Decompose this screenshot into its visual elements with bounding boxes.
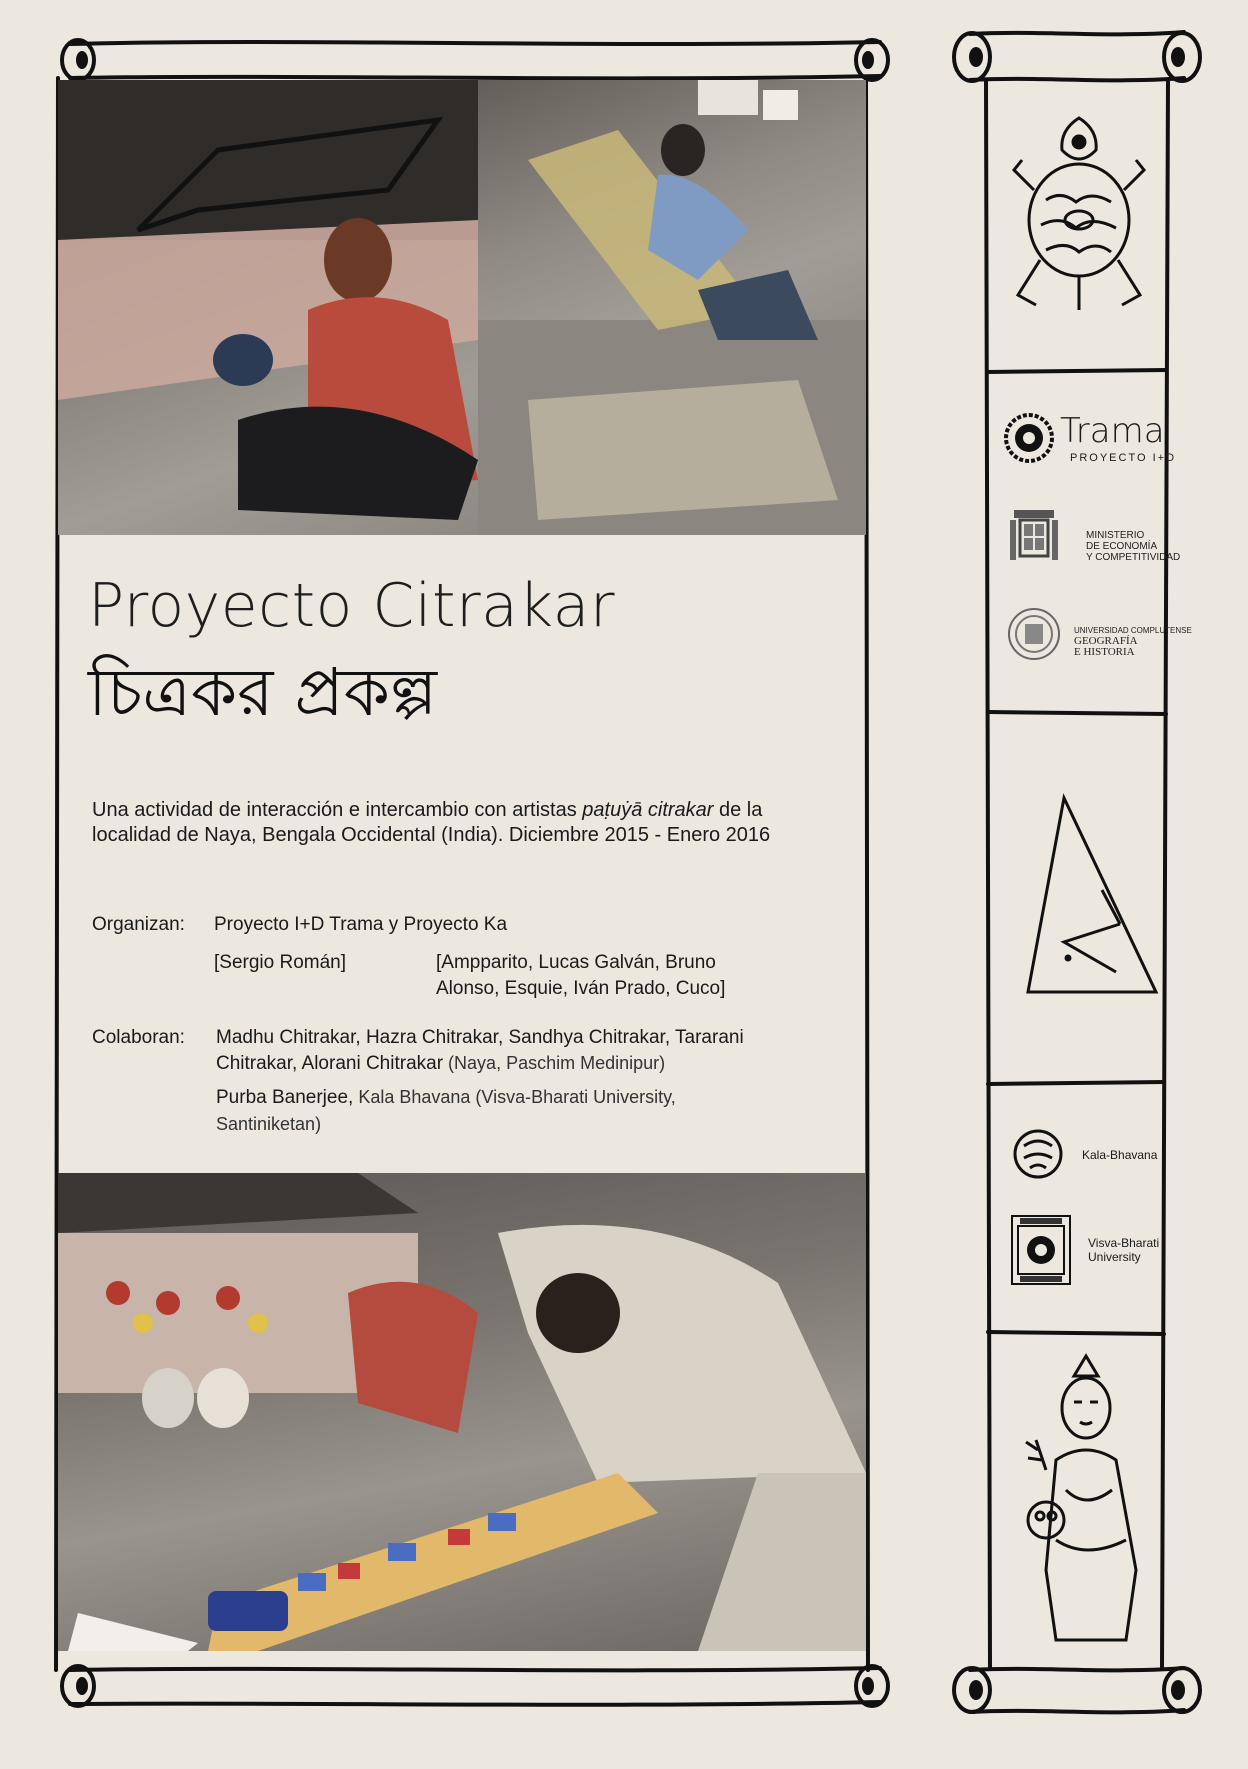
turtle-drawing-icon: [1006, 110, 1152, 320]
ucm-seal-icon: [1006, 606, 1062, 662]
visva-l1: Visva-Bharati: [1088, 1236, 1160, 1250]
organizan-value: Proyecto I+D Trama y Proyecto Ka: [214, 914, 508, 935]
goddess-owl-drawing-icon: [1016, 1350, 1156, 1650]
intro-paragraph: [92, 798, 834, 848]
colaboran-line2-place: (Naya, Paschim Medinipur): [443, 1053, 666, 1073]
trama-name: Trama: [1060, 411, 1165, 451]
intro-text-2: de la localidad de Naya, Bengala Occidental (India). Diciembre 2015 - Enero 2016: [92, 799, 771, 846]
colaboran-line3: [216, 1085, 676, 1110]
kala-bhavana-logo-icon: [1012, 1128, 1064, 1180]
colaboran-label: Colaboran:: [92, 1027, 185, 1048]
organizan-sub-right-1: [Ampparito, Lucas Galván, Bruno: [436, 952, 716, 973]
ucm-l2: GEOGRAFÍA: [1074, 635, 1138, 647]
visva-bharati-logo-icon: [1010, 1214, 1072, 1286]
intro-text-1: Una actividad de interacción e intercambio con artistas: [92, 799, 583, 821]
ka-triangle-logo-icon: [1024, 792, 1160, 1000]
ucm-l1: UNIVERSIDAD COMPLUTENSE: [1074, 626, 1192, 635]
colaboran-line1: Madhu Chitrakar, Hazra Chitrakar, Sandhya Chitrakar, Tararani: [216, 1027, 744, 1048]
colaboran-line3-inst: Kala Bhavana (Visva-Bharati University,: [353, 1087, 676, 1107]
ministerio-l2: DE ECONOMÍA: [1086, 541, 1158, 552]
photo-painting-wall: [58, 80, 866, 535]
visva-l2: University: [1088, 1250, 1141, 1264]
organizan-sub-left: [Sergio Román]: [214, 952, 347, 973]
photo-painting-scroll: [58, 1173, 866, 1651]
colaboran-line3-name: Purba Banerjee,: [216, 1087, 354, 1108]
trama-logo-icon: [1003, 412, 1055, 464]
intro-italic: paṭuẏā citrakar: [582, 799, 714, 821]
spain-coat-of-arms-icon: [1008, 506, 1060, 568]
colaboran-line2: [216, 1051, 665, 1076]
organizan-sub-right-2: Alonso, Esquie, Iván Prado, Cuco]: [436, 978, 726, 999]
trama-sub: PROYECTO I+D: [1070, 452, 1177, 464]
colaboran-line2-names: Chitrakar, Alorani Chitrakar: [216, 1053, 444, 1074]
colaboran-line4: Santiniketan): [216, 1114, 322, 1134]
title-latin: Proyecto Citrakar: [88, 571, 616, 641]
title-bengali: চিত্রকর প্রকল্প: [88, 654, 438, 731]
kala-bhavana-label: Kala-Bhavana: [1082, 1148, 1158, 1162]
ministerio-l1: MINISTERIO: [1086, 530, 1145, 541]
organizan-label: Organizan:: [92, 914, 185, 935]
ucm-l3: E HISTORIA: [1074, 646, 1135, 658]
ministerio-l3: Y COMPETITIVIDAD: [1086, 552, 1181, 563]
